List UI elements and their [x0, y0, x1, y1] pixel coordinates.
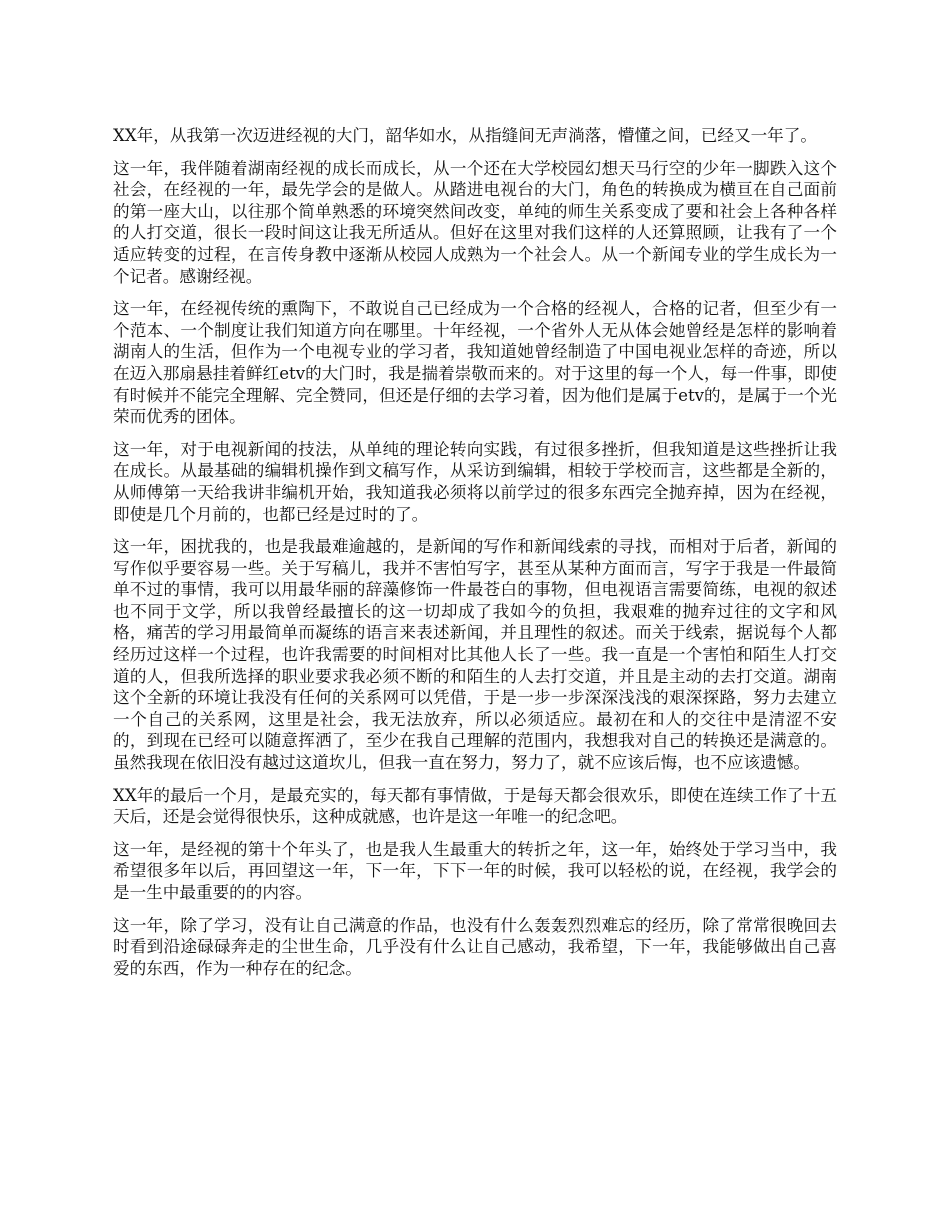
paragraph-tradition: 这一年，在经视传统的熏陶下，不敢说自己已经成为一个合格的经视人，合格的记者，但至少有一个范本、一个制度让我们知道方向在哪里。十年经视，一个省外人无从体会她曾经是怎样的影响着湖南人的生活，但作为一个电视专业的学习者，我知道她曾经制造了中国电视业怎样的奇迹，所以在迈入那扇悬挂着鲜红etv的大门时，我是揣着崇敬而来的。对于这里的每一个人，每一件事，即使有时候并不能完全理解、完全赞同，但还是仔细的去学习着，因为他们是属于etv的，是属于一个光荣而优秀的团体。	[113, 299, 837, 427]
paragraph-growth: 这一年，我伴随着湖南经视的成长而成长，从一个还在大学校园幻想天马行空的少年一脚跌入这个社会，在经视的一年，最先学会的是做人。从踏进电视台的大门，角色的转换成为横亘在自己面前的第一座大山，以往那个简单熟悉的环境突然间改变，单纯的师生关系变成了要和社会上各种各样的人打交道，很长一段时间这让我无所适从。但好在这里对我们这样的人还算照顾，让我有了一个适应转变的过程，在言传身教中逐渐从校园人成熟为一个社会人。从一个新闻专业的学生成长为一个记者。感谢经视。	[113, 158, 837, 286]
paragraph-technique: 这一年，对于电视新闻的技法，从单纯的理论转向实践，有过很多挫折，但我知道是这些挫折让我在成长。从最基础的编辑机操作到文稿写作，从采访到编辑，相较于学校而言，这些都是全新的，从师傅第一天给我讲非编机开始，我知道我必须将以前学过的很多东西完全抛弃掉，因为在经视，即使是几个月前的，也都已经是过时的了。	[113, 439, 837, 524]
paragraph-intro: XX年，从我第一次迈进经视的大门，韶华如水，从指缝间无声淌落，懵懂之间，已经又一年了。	[113, 126, 817, 145]
paragraph-challenges: 这一年，困扰我的，也是我最难逾越的，是新闻的写作和新闻线索的寻找，而相对于后者，新闻的写作似乎要容易一些。关于写稿儿，我并不害怕写字，甚至从某种方面而言，写字于我是一件最简单不过的事情，我可以用最华丽的辞藻修饰一件最苍白的事物，但电视语言需要简练，电视的叙述也不同于文学，所以我曾经最擅长的这一切却成了我如今的负担，我艰难的抛弃过往的文字和风格，痛苦的学习用最简单而凝练的语言来表述新闻，并且理性的叙述。而关于线索，据说每个人都经历过这样一个过程，也许我需要的时间相对比其他人长了一些。我一直是一个害怕和陌生人打交道的人，但我所选择的职业要求我必须不断的和陌生的人去打交道，并且是主动的去打交道。湖南这个全新的环境让我没有任何的关系网可以凭借，于是一步一步深深浅浅的艰深探路，努力去建立一个自己的关系网，这里是社会，我无法放弃，所以必须适应。最初在和人的交往中是清涩不安的，到现在已经可以随意挥洒了，至少在我自己理解的范围内，我想我对自己的转换还是满意的。虽然我现在依旧没有越过这道坎儿，但我一直在努力，努力了，就不应该后悔，也不应该遗憾。	[113, 537, 837, 773]
document-body	[113, 125, 837, 990]
paragraph-tenth-year: 这一年，是经视的第十个年头了，也是我人生最重大的转折之年，这一年，始终处于学习当中，我希望很多年以后，再回望这一年，下一年，下下一年的时候，我可以轻松的说，在经视，我学会的是一生中最重要的的内容。	[113, 839, 837, 902]
paragraph-hope: 这一年，除了学习，没有让自己满意的作品，也没有什么轰轰烈烈难忘的经历，除了常常很晚回去时看到沿途碌碌奔走的尘世生命，几乎没有什么让自己感动，我希望，下一年，我能够做出自己喜爱的东西，作为一种存在的纪念。	[113, 915, 837, 978]
paragraph-last-month: XX年的最后一个月，是最充实的，每天都有事情做，于是每天都会很欢乐，即使在连续工作了十五天后，还是会觉得很快乐，这种成就感，也许是这一年唯一的纪念吧。	[113, 785, 837, 827]
